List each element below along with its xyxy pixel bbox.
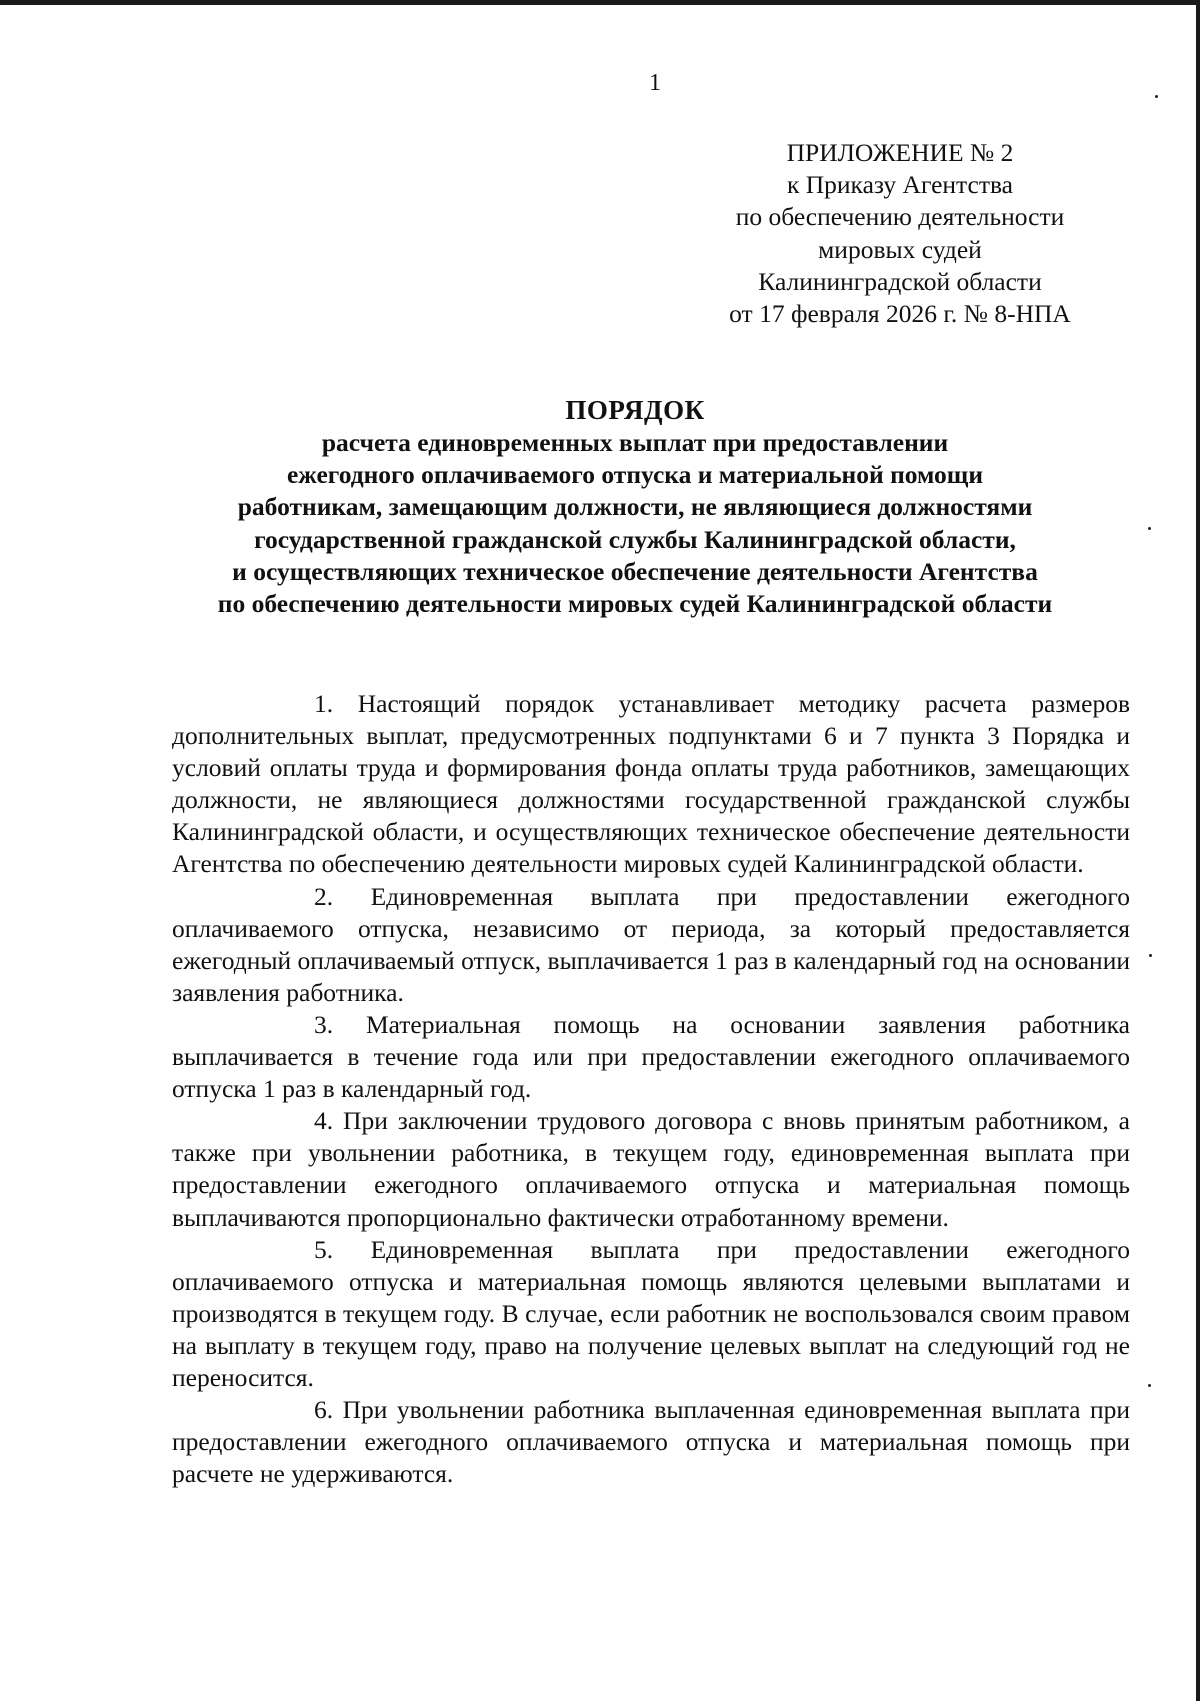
paragraph-text: При заключении трудового договора с вновь принятым работником, а также при увольнении работника, в текущем году, единовременная выплата при предоставлении ежегодного оплачиваемого отпуска и материальная помощь выплачиваются пропорционально фактически отработанному времени.	[172, 1106, 1130, 1232]
paragraph-text: Материальная помощь на основании заявления работника выплачивается в течение года или при предоставлении ежегодного оплачиваемого отпуска 1 раз в календарный год.	[172, 1009, 1131, 1104]
paragraph-text: Единовременная выплата при предоставлении ежегодного оплачиваемого отпуска, независимо от периода, за который предоставляется ежегодный оплачиваемый отпуск, выплачивается 1 раз в календарный год на основании заявления работника.	[172, 881, 1131, 1007]
document-title: ПОРЯДОК	[565, 395, 705, 425]
appendix-line: к Приказу Агентства	[786, 170, 1013, 200]
subtitle-line: по обеспечению деятельности мировых судей Калининградской области	[217, 589, 1053, 619]
paragraph-4	[172, 1105, 1130, 1233]
appendix-line: Калининградской области	[758, 266, 1042, 296]
paragraph-text: Единовременная выплата при предоставлении ежегодного оплачиваемого отпуска и материальная помощь являются целевыми выплатами и производятся в текущем году. В случае, если работник не воспользовался своим правом на выплату в текущем году, право на получение целевых выплат на следующий год не переносится.	[172, 1234, 1131, 1392]
page-number: 1	[649, 70, 661, 96]
paragraph-2	[172, 881, 1130, 1009]
scan-speck	[1148, 527, 1151, 530]
paragraph-3	[172, 1009, 1130, 1105]
subtitle-line: работникам, замещающим должности, не являющиеся должностями	[237, 492, 1033, 522]
subtitle-line: ежегодного оплачиваемого отпуска и материальной помощи	[286, 460, 984, 490]
paragraph-text: При увольнении работника выплаченная единовременная выплата при предоставлении ежегодного оплачиваемого отпуска и материальная помощь при расчете не удерживаются.	[172, 1395, 1131, 1489]
paragraph-number: 1.	[314, 689, 334, 718]
paragraph-text: Настоящий порядок устанавливает методику расчета размеров дополнительных выплат, предусмотренных подпунктами 6 и 7 пункта 3 Порядка и условий оплаты труда и формирования фонда оплаты труда работников, замещающих должности, не являющиеся должностями государственной гражданской службы Калининградской области, и осуществляющих техническое обеспечение деятельности Агентства по обеспечению деятельности мировых судей Калининградской области.	[172, 689, 1131, 879]
paragraph-number: 6.	[314, 1395, 334, 1425]
paragraph-1	[172, 688, 1130, 881]
document-subtitle	[150, 427, 1120, 620]
scan-edge-right	[1196, 0, 1200, 1701]
scan-speck	[1149, 954, 1152, 957]
subtitle-line: государственной гражданской службы Калининградской области,	[254, 524, 1016, 554]
appendix-line: по обеспечению деятельности	[735, 202, 1065, 232]
subtitle-line: расчета единовременных выплат при предоставлении	[321, 428, 949, 457]
document-title-block	[150, 393, 1120, 620]
document-body	[172, 688, 1130, 1490]
appendix-line: мировых судей	[818, 234, 982, 264]
paragraph-number: 2.	[314, 881, 334, 911]
appendix-header	[700, 137, 1100, 330]
paragraph-5	[172, 1234, 1130, 1394]
scan-edge-top	[0, 0, 1200, 5]
paragraph-number: 3.	[314, 1009, 334, 1039]
scan-speck	[1148, 1384, 1151, 1387]
appendix-line: ПРИЛОЖЕНИЕ № 2	[786, 138, 1014, 167]
appendix-line: от 17 февраля 2026 г. № 8-НПА	[729, 299, 1071, 329]
paragraph-6	[172, 1394, 1130, 1490]
subtitle-line: и осуществляющих техническое обеспечение деятельности Агентства	[232, 556, 1038, 586]
paragraph-number: 5.	[314, 1234, 334, 1264]
paragraph-number: 4.	[314, 1106, 334, 1136]
